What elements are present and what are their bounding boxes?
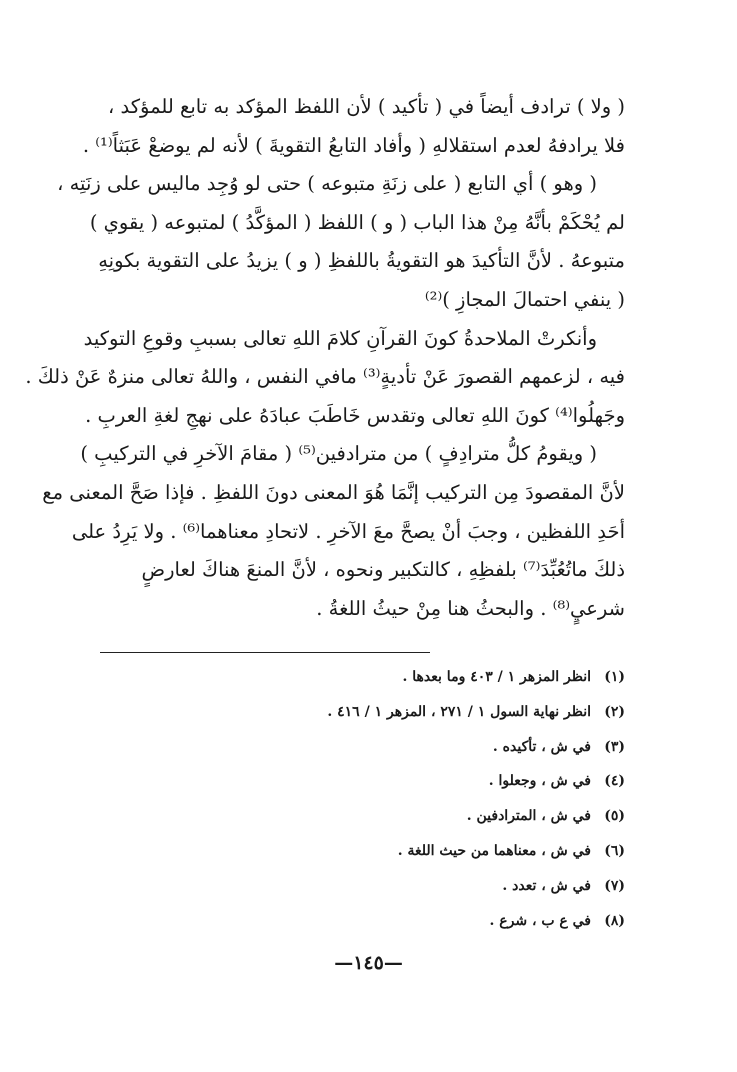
- footnote-number: (١): [604, 669, 625, 685]
- footnote-text: انظر نهاية السول ١ / ٢٧١ ، المزهر ١ / ٤١٦ .: [327, 703, 591, 720]
- footnote: [95, 695, 625, 730]
- footnote: [95, 869, 625, 904]
- text-line: لأنَّ المقصودَ مِن التركيب إنَّمَا هُوَ المعنى دونَ اللفظِ . فإذا صَحَّ المعنى مع: [42, 480, 625, 504]
- page-number: —١٤٥—: [334, 952, 403, 974]
- footnote-number: (٧): [604, 877, 625, 894]
- footnote: [95, 834, 625, 869]
- footnote-text: في ش ، تعدد .: [502, 877, 591, 894]
- text-line: وجَهلُوا⁽⁴⁾ كونَ اللهِ تعالى وتقدس خَاطَبَ عبادَهُ على نهجِ لغةِ العربِ .: [85, 403, 625, 427]
- text-line: ( وهو ) أي التابع ( على زنَةِ متبوعه ) حتى لو وُجِد ماليس على زنَتِه ،: [57, 172, 597, 196]
- footnote-number: (٥): [604, 808, 625, 825]
- footnote-number: (٢): [604, 703, 625, 720]
- footnote: [95, 660, 625, 695]
- footnote: [95, 730, 625, 765]
- footnote: [95, 799, 625, 834]
- footnote-text: في ش ، معناهما من حيث اللغة .: [397, 842, 591, 859]
- footnote: [95, 904, 625, 939]
- text-line: شرعيٍ⁽⁸⁾ . والبحثُ هنا مِنْ حيثُ اللغةُ .: [316, 596, 625, 620]
- footnote-number: (٨): [604, 912, 625, 929]
- text-line: أحَدِ اللفظين ، وجبَ أنْ يصحَّ معَ الآخرِ . لاتحادِ معناهما⁽⁶⁾ . ولا يَرِدُ على: [71, 519, 625, 543]
- footnote-text: في ع ب ، شرع .: [489, 912, 591, 929]
- main-text: [25, 88, 625, 628]
- footnote-number: (٦): [604, 842, 625, 859]
- footnote-text: في ش ، وجعلوا .: [488, 773, 591, 790]
- footnote-text: في ش ، المترادفين .: [466, 808, 591, 825]
- text-line: ( ويقومُ كلُّ مترادِفٍ ) من مترادفين⁽⁵⁾ ( مقامَ الآخرِ في التركيبِ ): [80, 442, 597, 466]
- footnote-text: انظر المزهر ١ / ٤٠٣ وما بعدها .: [402, 669, 591, 685]
- text-line: لم يُحْكَمْ بأنَّهُ مِنْ هذا الباب ( و ) اللفظ ( المؤكَّدُ ) لمتبوعه ( يقوي ): [89, 210, 625, 234]
- footnote-number: (٤): [604, 773, 625, 790]
- footnote-text: في ش ، تأكيده .: [492, 738, 591, 755]
- text-line: وأنكرتْ الملاحدةُ كونَ القرآنِ كلامَ اللهِ تعالى بسببِ وقوعِ التوكيد: [83, 326, 597, 350]
- text-line: ذلكَ ماتُعُبِّدَ⁽⁷⁾ بلفظِهِ ، كالتكبير ونحوه ، لأنَّ المنعَ هناكَ لعارضٍ: [141, 558, 625, 582]
- text-line: ( ولا ) ترادف أيضاً في ( تأكيد ) لأن اللفظ المؤكد به تابع للمؤكد ،: [108, 95, 625, 118]
- footnote: [95, 764, 625, 799]
- text-line: فيه ، لزعمهم القصورَ عَنْ تأديةٍ⁽³⁾ مافي النفس ، واللهُ تعالى منزهٌ عَنْ ذلكَ .: [25, 365, 625, 389]
- text-line: فلا يرادفهُ لعدم استقلالهِ ( وأفاد التابعُ التقويةَ ) لأنه لم يوضعْ عَبَثاً⁽¹⁾ .: [82, 133, 625, 157]
- text-line: متبوعهُ . لأنَّ التأكيدَ هو التقويةُ باللفظِ ( و ) يزيدُ على التقوية بكونِهِ: [98, 249, 625, 273]
- footnote-divider: [100, 652, 430, 653]
- text-line: ( ينفي احتمالَ المجازِ )⁽²⁾: [424, 287, 625, 311]
- footnote-number: (٣): [604, 738, 625, 755]
- footnotes: [95, 660, 625, 938]
